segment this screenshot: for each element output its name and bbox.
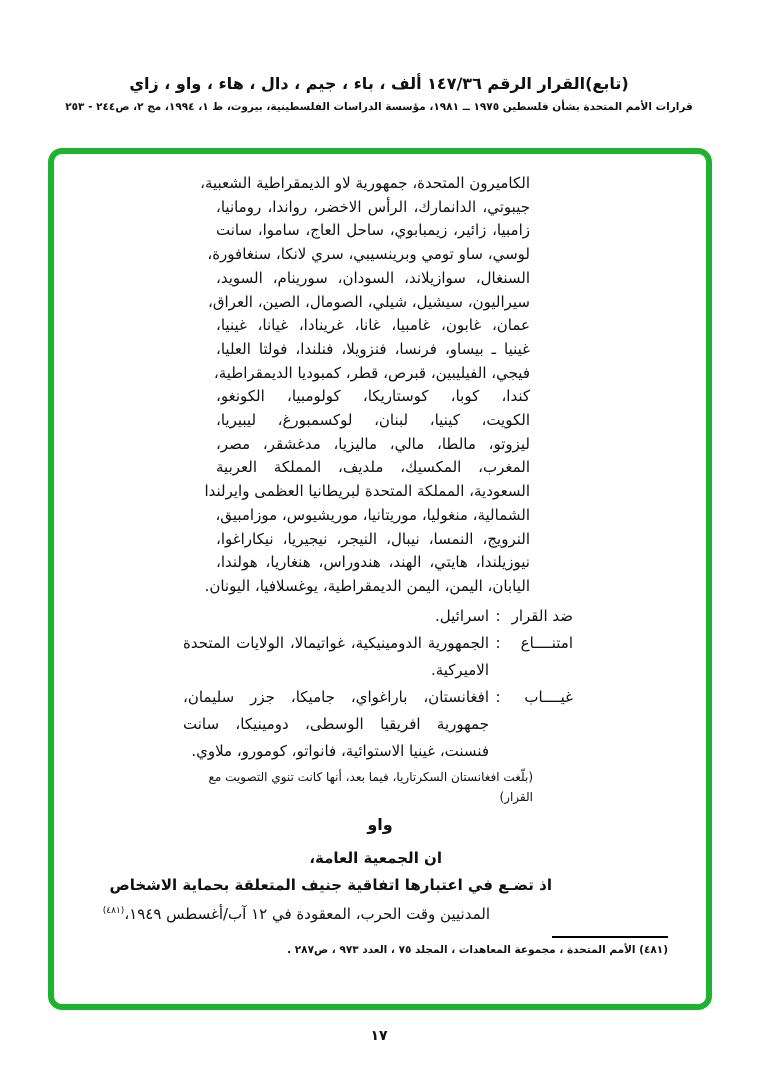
- page-header: [0, 74, 758, 113]
- preamble-geneva-convention-line2: [54, 899, 490, 926]
- vote-absent-countries: افغانستان، باراغواي، جاميكا، جزر سليمان، جمهورية افريقيا الوسطى، دومينيكا، سانت فنسنت، غينيا الاستوائية، فانواتو، كومورو، ملاوي.: [183, 687, 489, 760]
- country-list-line: السعودية، المملكة المتحدة لبريطانيا العظمى وايرلندا: [204, 482, 530, 501]
- page-border-box: [48, 148, 712, 1010]
- secretariat-note: (بلّغت افغانستان السكرتاريا، فيما بعد، أنها كانت تنوي التصويت مع القرار): [208, 769, 533, 804]
- vote-row-absent: [183, 684, 573, 765]
- page-body: [54, 172, 706, 1022]
- country-list-line: نيوزيلندا، هايتي، الهند، هندوراس، هنغاريا، هولندا،: [216, 553, 530, 572]
- vote-row-abstain: [183, 630, 573, 684]
- country-list-line: زامبيا، زائير، زيمبابوي، ساحل العاج، ساموا، سانت: [216, 221, 530, 240]
- country-list-line: فيجي، الفيليبين، قبرص، قطر، كمبوديا الديمقراطية،: [213, 363, 530, 382]
- country-list-line: عمان، غابون، غامبيا، غانا، غرينادا، غيانا، غينيا،: [216, 316, 530, 335]
- country-list-line: سيراليون، سيشيل، شيلي، الصومال، الصين، العراق،: [208, 292, 530, 311]
- country-list-line: الشمالية، منغوليا، موريتانيا، موريشيوس، موزامبيق،: [215, 505, 530, 524]
- country-list-line: جيبوتي، الدانمارك، الرأس الاخضر، رواندا، رومانيا،: [216, 197, 530, 216]
- page-number: ١٧: [370, 1028, 388, 1044]
- vote-abstain-label: امتنــــاع: [520, 633, 573, 652]
- vote-absent-label: غيــــاب: [524, 687, 573, 706]
- country-list-line: لوسي، ساو تومي وبرينسيبي، سري لانكا، سنغافورة،: [207, 245, 530, 264]
- country-list-line: غينيا ـ بيساو، فرنسا، فنزويلا، فنلندا، فولتا العليا،: [216, 339, 530, 358]
- preamble-text: المدنيين وقت الحرب، المعقودة في ١٢ آب/أغسطس ١٩٤٩،: [124, 904, 490, 923]
- vote-colon: :: [495, 606, 501, 625]
- country-list-line: النرويج، النمسا، نيبال، النيجر، نيجيريا، نيكاراغوا،: [216, 529, 530, 548]
- resolution-title: (تابع)القرار الرقم ١٤٧/٣٦ ألف ، باء ، جيم ، دال ، هاء ، واو ، زاي: [129, 74, 629, 93]
- footnote-divider-rule: [552, 936, 668, 938]
- section-heading-waw: واو: [367, 814, 393, 834]
- preamble-geneva-convention-line1: اذ تضـع في اعتبارها اتفاقية جنيف المتعلقة بحماية الاشخاص: [109, 875, 552, 894]
- vote-row-against: [183, 603, 573, 630]
- voting-country-list: [200, 172, 530, 599]
- country-list-line: اليابان، اليمن، اليمن الديمقراطية، يوغسلافيا، اليونان.: [204, 576, 530, 595]
- vote-colon: :: [495, 687, 501, 706]
- vote-abstain-countries: الجمهورية الدومينيكية، غواتيمالا، الولايات المتحدة الاميركية.: [183, 633, 489, 679]
- source-citation: قرارات الأمم المتحدة بشأن فلسطين ١٩٧٥ ــ ١٩٨١، مؤسسة الدراسات الفلسطينية، بيروت، ط ١، ١٩٩٤، مج ٢، ص٢٤٤ - ٢٥٣: [65, 101, 693, 113]
- vote-against-countries: اسرائيل.: [434, 606, 489, 625]
- country-list-line: كندا، كوبا، كوستاريكا، كولومبيا، الكونغو،: [216, 387, 530, 406]
- country-list-line: الكاميرون المتحدة، جمهورية لاو الديمقراطية الشعبية،: [200, 174, 530, 192]
- footnote-citation: (٤٨١) الأمم المتحدة ، مجموعة المعاهدات ، المجلد ٧٥ ، العدد ٩٧٣ ، ص٢٨٧ .: [287, 943, 668, 956]
- vote-against-label: ضد القرار: [511, 606, 573, 625]
- vote-colon: :: [495, 633, 501, 652]
- footnote-reference-marker: (٤٨١): [102, 905, 125, 916]
- preamble-general-assembly: ان الجمعية العامة،: [309, 848, 442, 867]
- country-list-line: المغرب، المكسيك، ملديف، المملكة العربية: [216, 458, 530, 477]
- country-list-line: السنغال، سوازيلاند، السودان، سورينام، السويد،: [216, 268, 530, 287]
- vote-record: [183, 603, 573, 765]
- country-list-line: ليزوتو، مالطا، مالي، ماليزيا، مدغشقر، مصر،: [216, 434, 530, 453]
- country-list-line: الكويت، كينيا، لبنان، لوكسمبورغ، ليبيريا،: [216, 411, 530, 430]
